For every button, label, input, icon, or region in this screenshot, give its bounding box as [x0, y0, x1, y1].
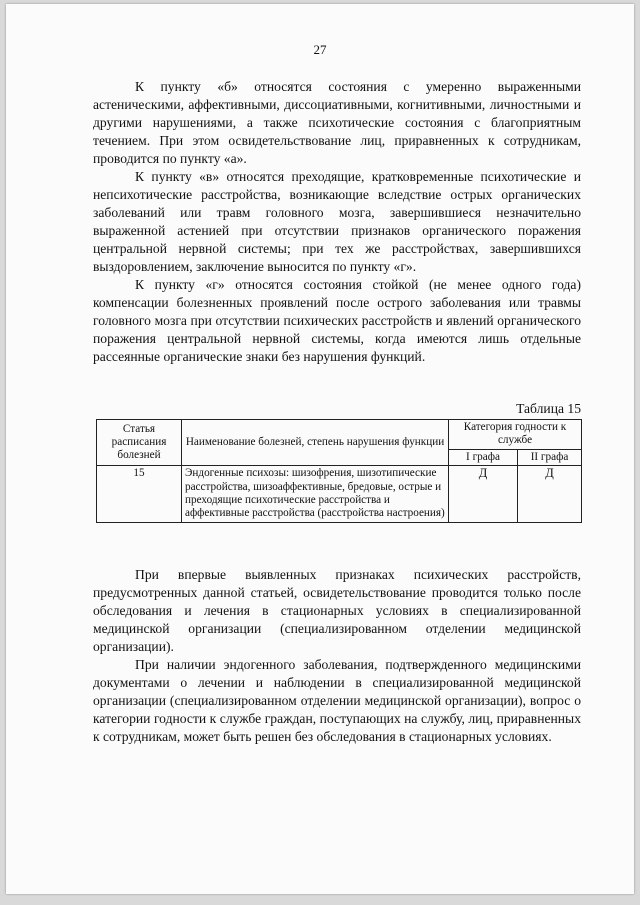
cell-graph-1: Д — [449, 466, 518, 523]
header-graph-2: II графа — [518, 449, 582, 465]
body-text-bottom — [93, 566, 581, 746]
header-article: Статья расписания болезней — [97, 420, 182, 466]
cell-name: Эндогенные психозы: шизофрения, шизотипические расстройства, шизоаффективные, бредовые, острые и преходящие психотические расстройства и аффективные расстройства (расстройства настроения) — [182, 466, 449, 523]
paragraph-first-detected: При впервые выявленных признаках психических расстройств, предусмотренных данной статьей, освидетельствование проводится только после обследования и лечения в стационарных условиях в специализированной медицинской организации (специализированном отделении медицинской организации). — [93, 567, 581, 654]
paragraph-v: К пункту «в» относятся преходящие, кратковременные психотические и непсихотические расстройства, возникающие вследствие острых органических заболеваний или травм головного мозга, завершившиеся незначительно выраженной астенией при отсутствии признаков органического поражения центральной нервной системы; при тех же расстройствах, завершившихся выздоровлением, заключение выносится по пункту «г». — [93, 169, 581, 274]
header-graph-1: I графа — [449, 449, 518, 465]
header-name: Наименование болезней, степень нарушения функции — [182, 420, 449, 466]
cell-graph-2: Д — [518, 466, 582, 523]
page-number: 27 — [313, 42, 327, 57]
fitness-table — [96, 419, 582, 523]
paragraph-endogenous: При наличии эндогенного заболевания, подтвержденного медицинскими документами о лечении и наблюдении в специализированной медицинской организации (специализированном отделении медицинской организации), вопрос о категории годности к службе граждан, поступающих на службу, лиц, приравненных к сотрудникам, может быть решен без обследования в стационарных условиях. — [93, 657, 581, 744]
table-row — [97, 466, 582, 523]
paragraph-b: К пункту «б» относятся состояния с умеренно выраженными астеническими, аффективными, диссоциативными, когнитивными, личностными и другими нарушениями, а также психотические состояния с благоприятным течением. При этом освидетельствование лиц, приравненных к сотрудникам, проводится по пункту «а». — [93, 79, 581, 166]
paragraph-g: К пункту «г» относятся состояния стойкой (не менее одного года) компенсации болезненных проявлений после острого заболевания или травмы головного мозга при отсутствии психических расстройств и явлений органического поражения центральной нервной системы, когда имеются лишь отдельные рассеянные органические знаки без нарушения функций. — [93, 277, 581, 364]
cell-article: 15 — [97, 466, 182, 523]
table-caption: Таблица 15 — [516, 401, 581, 416]
header-category: Категория годности к службе — [449, 420, 582, 450]
document-page — [6, 4, 634, 894]
body-text-top — [93, 78, 581, 366]
